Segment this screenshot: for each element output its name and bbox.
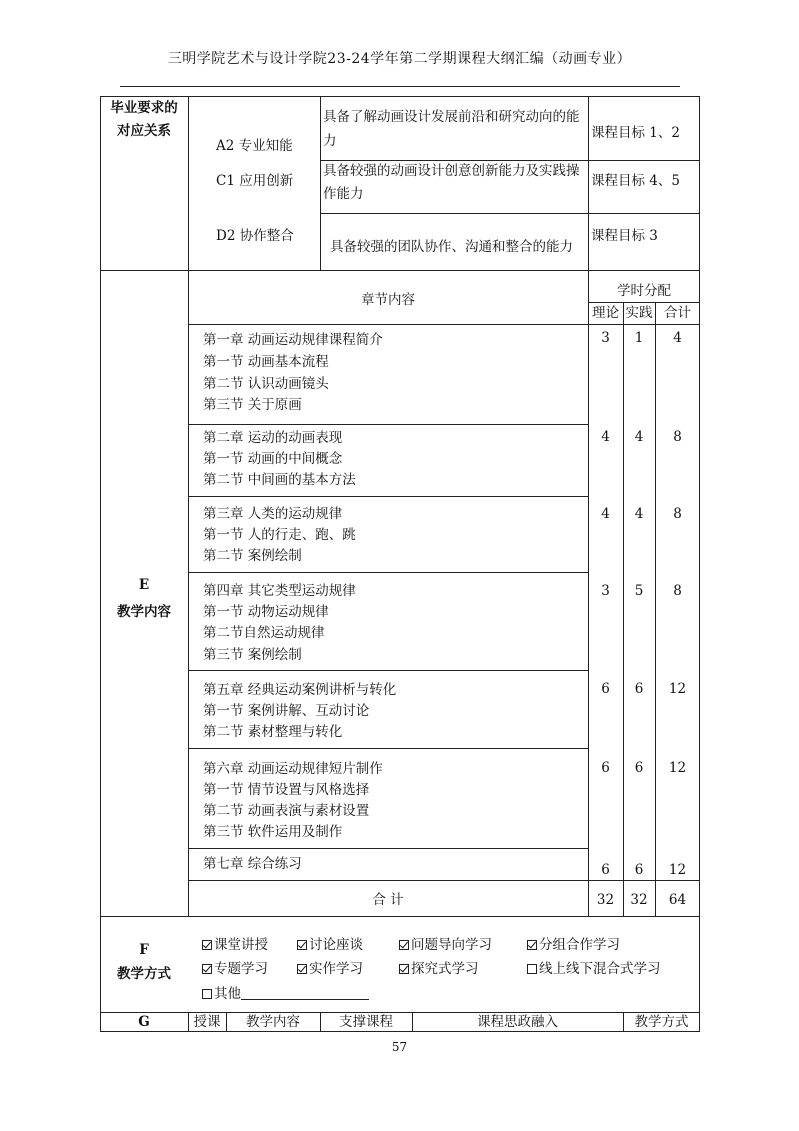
total-hours: 12	[668, 681, 687, 697]
header-rule	[120, 86, 680, 87]
practice-hours: 5	[634, 583, 644, 599]
theory-header: 理论	[592, 305, 619, 321]
grad-desc-c1-line1: 具备较强的动画设计创意创新能力及实践操	[323, 163, 580, 179]
chapter-line: 第二节 动画表演与素材设置	[203, 803, 370, 819]
grad-target-a2: 课程目标 1、2	[591, 125, 680, 141]
checkbox-checked-icon	[202, 940, 212, 950]
chapter-line: 第二节 案例绘制	[203, 548, 302, 564]
grad-desc-a2-line1: 具备了解动画设计发展前沿和研究动向的能	[323, 109, 580, 125]
checkbox-checked-icon	[297, 940, 307, 950]
checkbox-unchecked-icon	[527, 964, 537, 974]
chapter-line: 第一章 动画运动规律课程简介	[203, 332, 383, 348]
chapter-line: 第三节 软件运用及制作	[203, 824, 343, 840]
chapter-line: 第一节 动画基本流程	[203, 354, 329, 370]
practice-hours: 6	[634, 681, 644, 697]
checkbox-checked-icon	[399, 964, 409, 974]
sum-theory: 32	[596, 892, 615, 908]
grad-desc-divider	[588, 96, 589, 270]
chapter-row-divider	[188, 496, 588, 497]
chapter-line: 第七章 综合练习	[203, 856, 302, 872]
theory-hours: 6	[601, 760, 610, 776]
sum-row-divider	[188, 880, 700, 881]
practice-hours: 6	[634, 760, 644, 776]
section-divider-content	[100, 916, 700, 917]
chapter-row-divider	[188, 670, 588, 671]
chapter-line: 第二节自然运动规律	[203, 625, 325, 641]
page-number: 57	[391, 1040, 408, 1054]
practice-total-divider	[655, 302, 656, 916]
method-option-problem-based[interactable]: 问题导向学习	[399, 935, 492, 955]
method-option-topic[interactable]: 专题学习	[202, 959, 268, 979]
theory-hours: 3	[601, 583, 610, 599]
grad-desc-a2-line2: 力	[323, 133, 337, 149]
practice-header: 实践	[625, 305, 653, 321]
chapter-line: 第二节 认识动画镜头	[203, 376, 329, 392]
method-option-inquiry[interactable]: 探究式学习	[399, 959, 479, 979]
grad-code-divider	[320, 96, 321, 270]
theory-hours: 4	[601, 429, 610, 445]
grad-target-d2: 课程目标 3	[591, 228, 658, 244]
chapter-line: 第一节 动物运动规律	[203, 604, 329, 620]
chapter-line: 第一节 人的行走、跑、跳	[203, 527, 356, 543]
practice-hours: 4	[634, 506, 644, 522]
hours-header: 学时分配	[617, 283, 671, 299]
chapter-line: 第二节 素材整理与转化	[203, 724, 343, 740]
checkbox-checked-icon	[202, 964, 212, 974]
chapter-line: 第一节 动画的中间概念	[203, 451, 343, 467]
g-col-method: 教学方式	[634, 1014, 689, 1030]
chapter-line: 第一节 案例讲解、互动讨论	[203, 703, 370, 719]
theory-hours: 6	[601, 681, 610, 697]
theory-hours: 6	[601, 862, 610, 878]
chapter-row-divider	[188, 748, 588, 749]
chapter-line: 第一节 情节设置与风格选择	[203, 782, 370, 798]
sum-total: 64	[668, 892, 687, 908]
checkbox-checked-icon	[297, 964, 307, 974]
g-col-lesson: 授课	[193, 1014, 221, 1030]
sum-label: 合 计	[372, 892, 404, 908]
theory-hours: 3	[601, 330, 610, 346]
chapter-row-divider	[188, 424, 588, 425]
grad-code-d2: D2 协作整合	[216, 228, 294, 244]
total-hours: 12	[668, 760, 687, 776]
method-option-other[interactable]: 其他	[202, 984, 369, 1004]
practice-hours: 4	[634, 429, 644, 445]
total-hours: 4	[673, 330, 682, 346]
chapter-row-divider	[188, 324, 700, 325]
chapter-content-header: 章节内容	[361, 292, 415, 308]
g-col-content: 教学内容	[246, 1014, 300, 1030]
chapter-line: 第三节 关于原画	[203, 397, 302, 413]
checkbox-checked-icon	[399, 940, 409, 950]
chapter-row-divider	[188, 848, 588, 849]
method-option-group[interactable]: 分组合作学习	[527, 935, 620, 955]
chapter-line: 第三节 案例绘制	[203, 647, 302, 663]
method-option-lecture[interactable]: 课堂讲授	[202, 935, 268, 955]
total-hours: 12	[668, 862, 687, 878]
method-option-blended[interactable]: 线上线下混合式学习	[527, 959, 661, 979]
method-option-practice[interactable]: 实作学习	[297, 959, 363, 979]
chapter-line: 第五章 经典运动案例讲析与转化	[203, 682, 397, 698]
chapter-line: 第三章 人类的运动规律	[203, 506, 343, 522]
sum-practice: 32	[630, 892, 648, 908]
other-blank-line	[241, 985, 369, 1000]
theory-practice-divider	[623, 302, 624, 916]
chapter-line: 第二章 运动的动画表现	[203, 430, 343, 446]
chapter-line: 第二节 中间画的基本方法	[203, 472, 356, 488]
g-row-code: G	[138, 1014, 150, 1030]
method-label-text: 教学方式	[117, 966, 171, 982]
method-label-code: F	[139, 942, 149, 958]
g-col-support: 支撑课程	[339, 1014, 393, 1030]
total-hours: 8	[673, 506, 682, 522]
method-option-discussion[interactable]: 讨论座谈	[297, 935, 363, 955]
label-column-divider	[188, 96, 189, 916]
practice-hours: 1	[634, 330, 644, 346]
content-label-text: 教学内容	[117, 604, 171, 620]
chapter-line: 第六章 动画运动规律短片制作	[203, 761, 383, 777]
checkbox-unchecked-icon	[202, 989, 212, 999]
chapter-row-divider	[188, 572, 588, 573]
grad-label-line2: 对应关系	[117, 123, 171, 139]
content-label-code: E	[138, 577, 150, 593]
grad-desc-d2: 具备较强的团队协作、沟通和整合的能力	[330, 239, 573, 255]
grad-row-divider-2	[320, 213, 700, 214]
total-header: 合计	[664, 305, 691, 321]
section-divider-grad	[100, 270, 700, 271]
practice-hours: 6	[634, 862, 644, 878]
grad-target-c1: 课程目标 4、5	[591, 173, 680, 189]
grad-desc-c1-line2: 作能力	[323, 186, 364, 202]
checkbox-checked-icon	[527, 940, 537, 950]
total-hours: 8	[673, 583, 682, 599]
theory-hours: 4	[601, 506, 610, 522]
total-hours: 8	[673, 429, 682, 445]
chapter-line: 第四章 其它类型运动规律	[203, 583, 356, 599]
page-header: 三明学院艺术与设计学院23-24学年第二学期课程大纲汇编（动画专业）	[167, 51, 632, 67]
g-col-ideology: 课程思政融入	[477, 1014, 558, 1030]
grad-code-a2: A2 专业知能	[216, 138, 293, 154]
grad-label-line1: 毕业要求的	[110, 100, 178, 116]
grad-code-c1: C1 应用创新	[216, 173, 294, 189]
